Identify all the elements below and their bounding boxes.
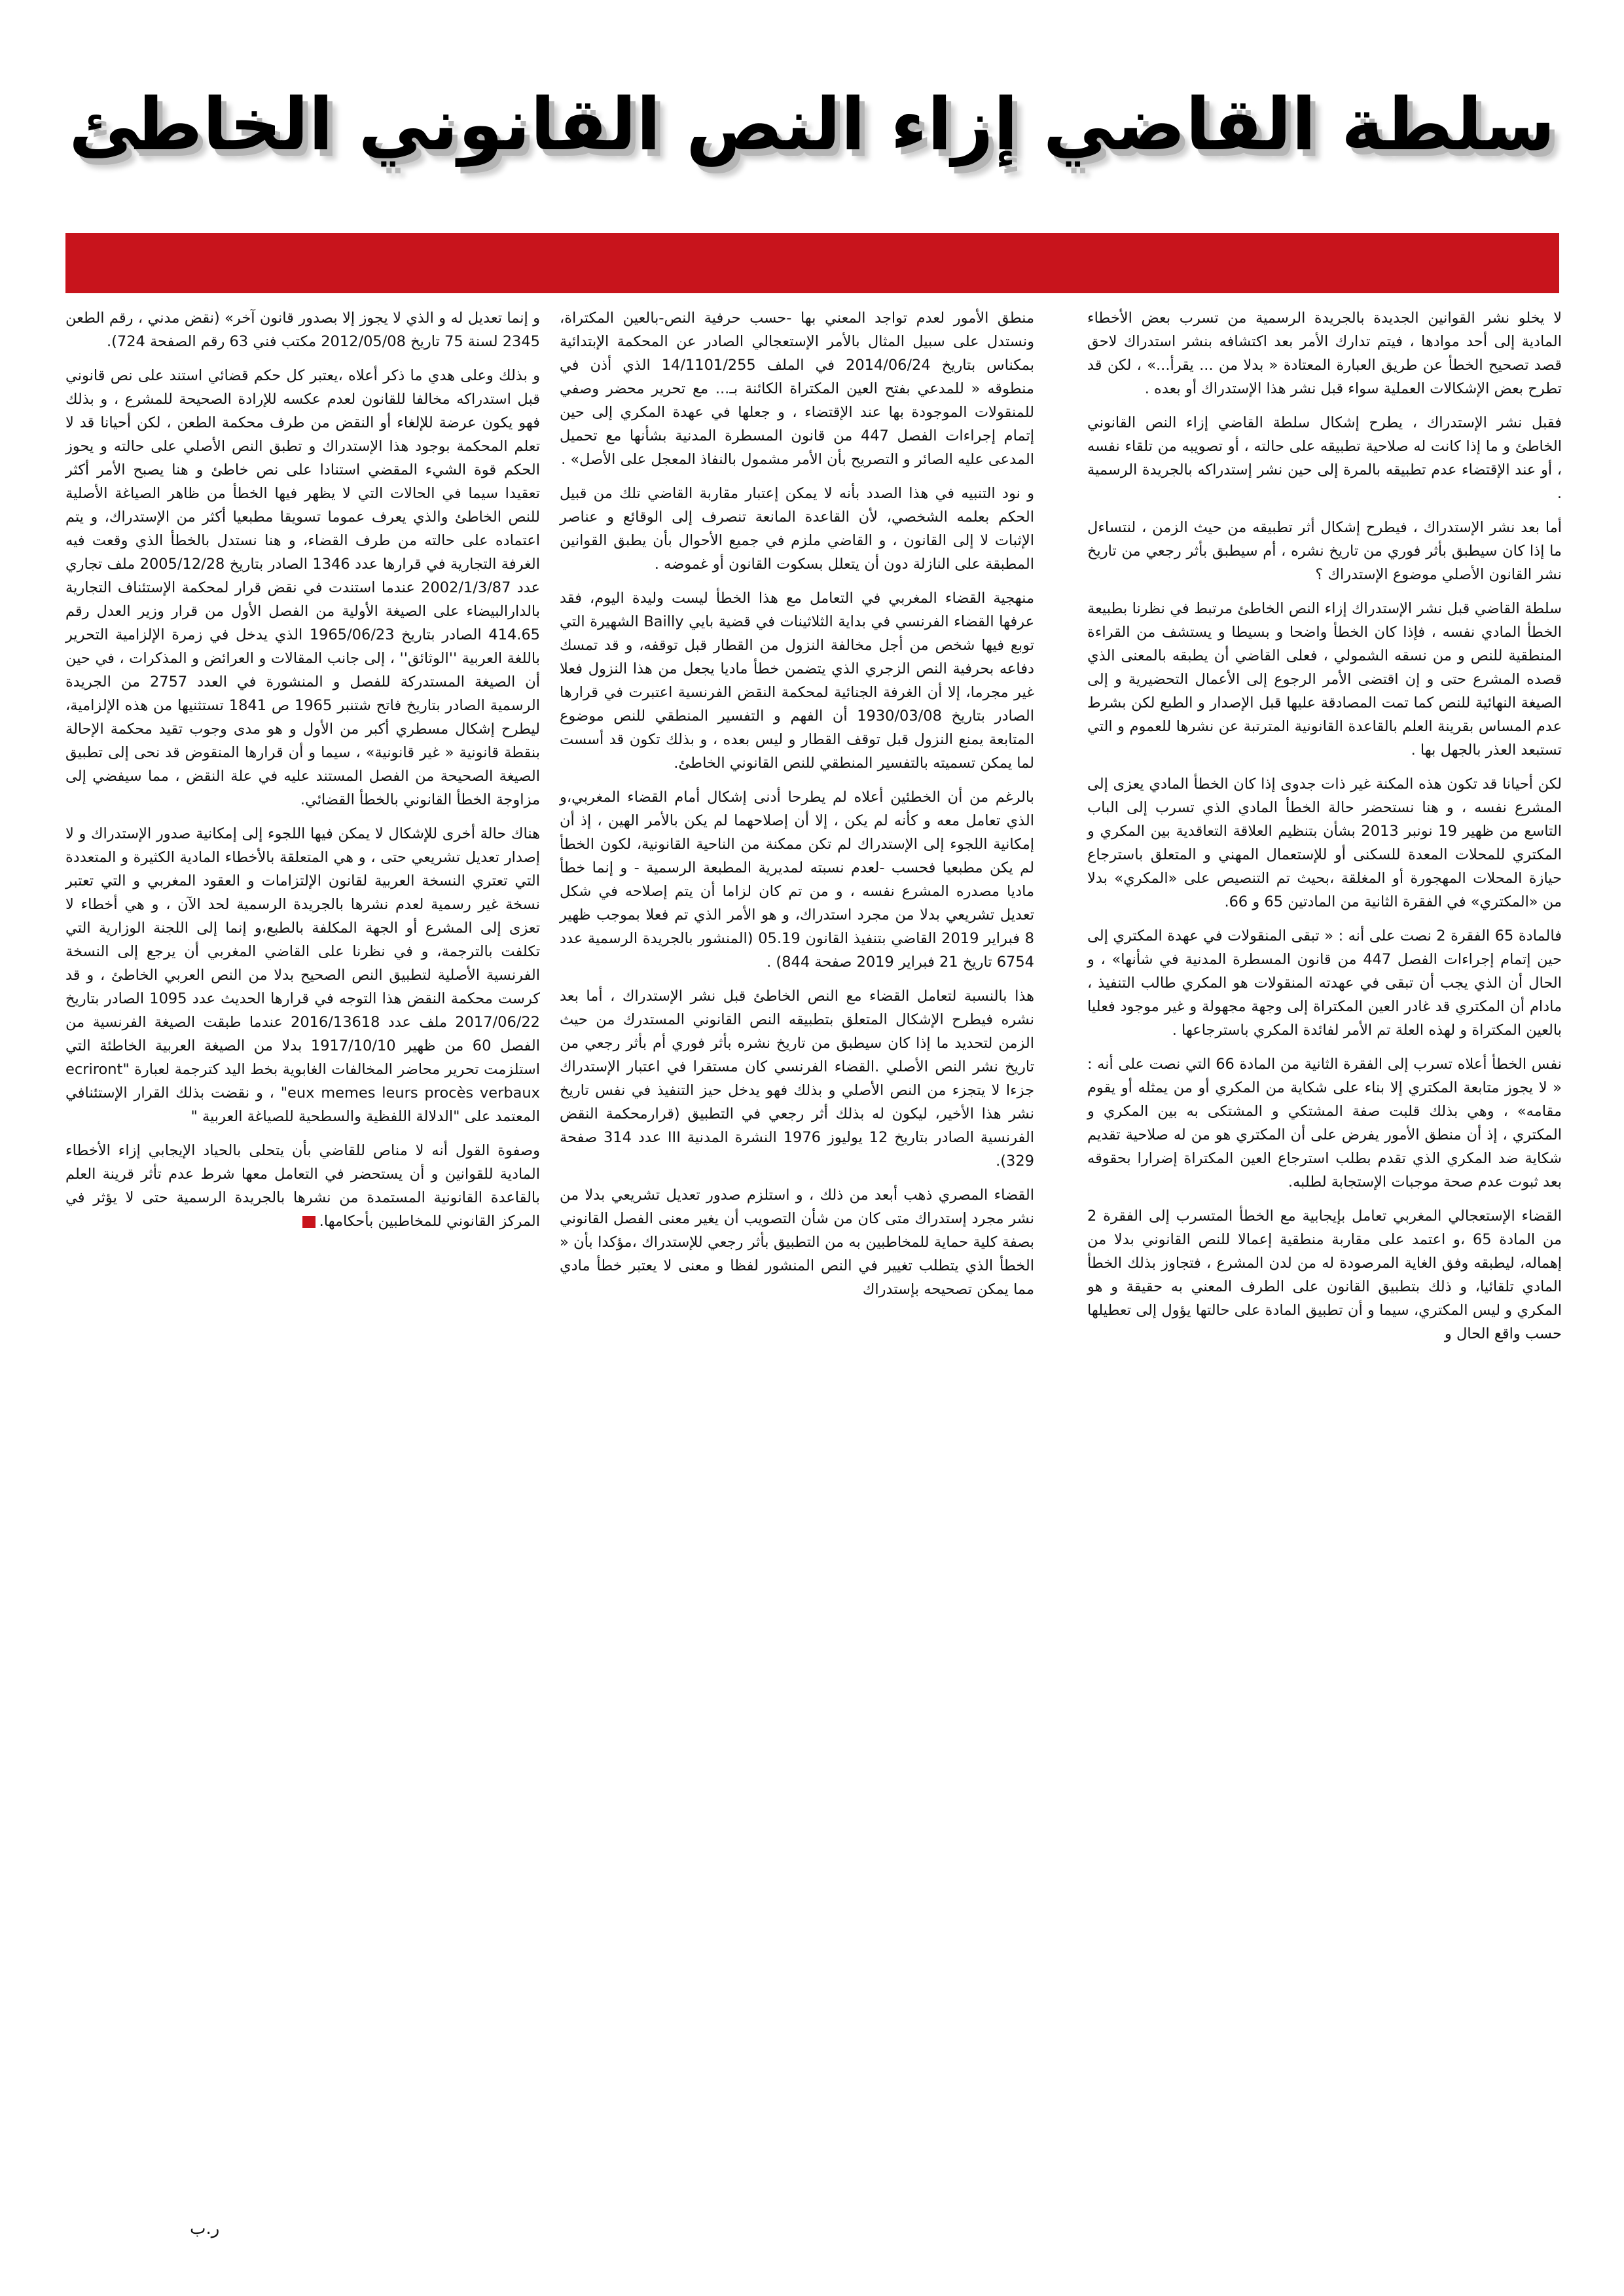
paragraph: هذا بالنسبة لتعامل القضاء مع النص الخاطئ قبل نشر الإستدراك ، أما بعد نشره فيطرح الإشكال المتعلق بتطبيقه النص القانوني المستدرك من حيث الزمن لتحديد ما إذا كان سيطبق من تاريخ نشره بأثر فوري أم بأثر رجعي من تاريخ نشر النص الأصلي .القضاء الفرنسي كان مستقرا في اعتبار الإستدراك جزءا لا يتجزء من النص الأصلي و بذلك فهو يدخل حيز التنفيذ في نفس تاريخ نشر هذا الأخير، ليكون له بذلك أثر رجعي في التطبيق (قرارمحكمة النقض الفرنسية الصادر بتاريخ 12 يوليوز 1976 النشرة المدنية III عدد 314 صفحة 329).: [560, 988, 1035, 1170]
author-signature: ر.ب: [190, 2219, 220, 2238]
paragraph: فقبل نشر الإستدراك ، يطرح إشكال سلطة القاضي إزاء النص القانوني الخاطئ و ما إذا كانت له صلاحية تطبيقه على حالته ، أو تصويبه من تلقاء نفسه ، أو عند الإقتضاء عدم تطبيقه بالمرة إلى حين نشر إستدراكه بالجريدة الرسمية .: [1087, 414, 1562, 502]
paragraph: بالرغم من أن الخطئين أعلاه لم يطرحا أدنى إشكال أمام القضاء المغربي،و الذي تعامل معه و كأنه لم يكن ، إلا أن إصلاحهما لم يكن بالأمر الهين ، إذ أن إمكانية اللجوء إلى الإستدراك لم تكن ممكنة من الناحية القانونية، لكون الخطأ لم يكن مطبعيا فحسب -لعدم نسبته لمديرية المطبعة الرسمية - و إنما خطأ ماديا مصدره المشرع نفسه ، و من تم كان لزاما أن يتم إصلاحه في شكل تعديل تشريعي بدلا من مجرد استدراك، و هو الأمر الذي تم فعلا بموجب ظهير 8 فبراير 2019 القاضي بتنفيذ القانون 05.19 (المنشور بالجريدة الرسمية عدد 6754 تاريخ 21 فبراير 2019 صفحة 844) .: [560, 789, 1034, 971]
paragraph: القضاء المصري ذهب أبعد من ذلك ، و استلزم صدور تعديل تشريعي بدلا من نشر مجرد إستدراك متى كان من شأن التصويب أن يغير معنى الفصل القانوني بصفة كلية حماية للمخاطبين به من التطبيق بأثر رجعي للإستدراك ،مؤكدا بأن « الخطأ الذي يتطلب تغيير في النص المنشور لفظا و معنى لا يعتبر خطأ مادي مما يمكن تصحيحه بإستدراك: [560, 1187, 1034, 1298]
headline: [65, 46, 1559, 203]
paragraph-final-text: وصفوة القول أنه لا مناص للقاضي بأن يتحلى بالحياد الإيجابي إزاء الأخطاء المادية للقوانين و أن يستحضر في التعامل معها شرط عدم تأثر قرينة العلم بالقاعدة القانونية المستمدة من نشرها بالجريدة الرسمية حتى لا يؤثر في المركز القانوني للمخاطبين بأحكامها.: [65, 1142, 540, 1230]
paragraph: نفس الخطأ أعلاه تسرب إلى الفقرة الثانية من المادة 66 التي نصت على أنه : « لا يجوز متابعة المكتري إلا بناء على شكاية من المكري أو من يمثله أو يقوم مقامه» ، وهي بذلك قلبت صفة المشتكي و المشتكى به بين المكري و المكتري ، إذ أن منطق الأمور يفرض على أن المكتري هو من له صلاحية تقديم شكاية ضد المكري الذي تقدم بطلب استرجاع العين المكتراة إضرارا بحقوقه بعد ثبوت عدم صحة موجبات الإستجابة لطلبه.: [1087, 1056, 1562, 1191]
paragraph: هناك حالة أخرى للإشكال لا يمكن فيها اللجوء إلى إمكانية صدور الإستدراك و لا إصدار تعديل تشريعي حتى ، و هي المتعلقة بالأخطاء المادية الكثيرة و المتعددة التي تعتري النسخة العربية لقانون الإلتزامات و العقود المغربي و التي تعتبر نسخة غير رسمية لعدم نشرها بالجريدة الرسمية لحد الآن ، و هي أخطاء لا تعزى إلى المشرع أو الجهة المكلفة بالطبع،و إنما إلى اللجنة الوزارية التي تكلفت بالترجمة، و في نظرنا على القاضي المغربي أن يرجع إلى النسخة الفرنسية الأصلية لتطبيق النص الصحيح بدلا من النص العربي الخاطئ ، و قد كرست محكمة النقض هذا التوجه في قرارها الحديث عدد 1095 الصادر بتاريخ 2017/06/22 ملف عدد 2016/13618 عندما طبقت الصيغة الفرنسية من الفصل 60 من ظهير 1917/10/10 بدلا من الصيغة العربية الخاطئة التي استلزمت تحرير محاضر المخالفات الغابوية بخط اليد كترجمة لعبارة "ecriront eux memes leurs procès verbaux" ، و نقضت بذلك القرار الإستئنافي المعتمد على "الدلالة اللفظية والسطحية للصياغة العربية ": [65, 825, 541, 1125]
paragraph: سلطة القاضي قبل نشر الإستدراك إزاء النص الخاطئ مرتبط في نظرنا بطبيعة الخطأ المادي نفسه ، فإذا كان الخطأ واضحا و بسيطا و يستشف من القراءة المنطقية للنص و من نسقه الشمولي ، فعلى القاضي أن يطبقه بالمعنى الذي قصده المشرع حتى و إن اقتضى الأمر الرجوع إلى الأعمال التحضيرية و إلى الصيغة النهائية للنص كما تمت المصادقة عليها قبل الإصدار و الطبع لكن بشرط عدم المساس بقرينة العلم بالقاعدة القانونية المترتبة عن نشرها للعموم و التي تستبعد العذر بالجهل بها .: [1087, 600, 1562, 759]
paragraph: أما بعد نشر الإستدراك ، فيطرح إشكال أثر تطبيقه من حيث الزمن ، لنتساءل ما إذا كان سيطبق بأثر فوري من تاريخ نشره ، أم سيطبق بأثر رجعي من تاريخ نشر القانون الأصلي موضوع الإستدراك ؟: [1087, 519, 1562, 583]
paragraph: و نود التنبيه في هذا الصدد بأنه لا يمكن إعتبار مقاربة القاضي تلك من قبيل الحكم بعلمه الشخصي، لأن القاعدة المانعة تنصرف إلى الوقائع و عناصر الإثبات لا إلى القانون ، و القاضي ملزم في جميع الأحوال بأن يطبق القوانين المطبقة على النازلة دون أن يتعلل بسكوت القانون أو غموضه .: [560, 485, 1034, 573]
column-middle: [560, 306, 1034, 1312]
paragraph: و بذلك وعلى هدي ما ذكر أعلاه ،يعتبر كل حكم قضائي استند على نص قانوني قبل استدراكه مخالفا للقانون لعدم عكسه للإرادة الصحيحة للمشرع ، و بذلك فهو يكون عرضة للإلغاء أو النقض من طرف محكمة الطعن ، لكن أحيانا قد لا تعلم المحكمة بوجود هذا الإستدراك و تطبق النص الأصلي على حالته و يحوز الحكم قوة الشيء المقضي استنادا على نص خاطئ و هنا يصبح الأمر أكثر تعقيدا سيما في الحالات التي لا يظهر فيها الخطأ من ظاهر الصياغة الأصلية للنص الخاطئ والذي يعرف عموما تسويقا مطبعيا أكثر من الإستدراك، و يتم اعتماده على حالته من طرف القضاء، و هنا نستدل بالخطأ الذي وقعت فيه الغرفة التجارية في قرارها عدد 1346 الصادر بتاريخ 2005/12/28 ملف تجاري عدد 2002/1/3/87 عندما استندت في نقض قرار لمحكمة الإستئناف التجارية بالدارالبيضاء على الصيغة الأولية من الفصل الأول من قرار وزير العدل رقم 414.65 الصادر بتاريخ 1965/06/23 الذي يدخل في زمرة الإلزامية التحرير باللغة العربية ''الوثائق'' ، إلى جانب المقالات و العرائض و المذكرات ، في حين أن الصيغة المستدركة للفصل و المنشورة في العدد 2757 من الجريدة الرسمية الصادر بتاريخ فاتح شتنبر 1965 ص 1841 تستثنيها من هذه الإلزامية، ليطرح إشكال مسطري أكبر من الأول و هو مدى وجوب تقيد محكمة الإحالة بنقطة قانونية « غير قانونية» ، سيما و أن قرارها المنقوض قد نحى إلى تطبيق الصيغة الصحيحة من الفصل المستند عليه في علة النقض ، مما سيفضي إلى مزاوجة الخطأ القانوني بالخطأ القضائي.: [65, 367, 541, 808]
paragraph: فالمادة 65 الفقرة 2 نصت على أنه : « تبقى المنقولات في عهدة المكتري إلى حين إتمام إجراءات الفصل 447 من قانون المسطرة المدنية في شأنها» ، و الحال أن الذي يجب أن تبقى في عهدته المنقولات هو المكري طالب التنفيذ ، مادام أن المكتري قد غادر العين المكتراة إلى وجهة مجهولة و غير موجود فعليا بالعين المكتراة و لهذه العلة تم الأمر لفائدة المكري باسترجاعها .: [1087, 927, 1562, 1039]
paragraph: منطق الأمور لعدم تواجد المعني بها -حسب حرفية النص-بالعين المكتراة، ونستدل على سبيل المثال بالأمر الإستعجالي الصادر عن المحكمة الإبتدائية بمكناس بتاريخ 2014/06/24 في الملف 14/1101/255 الذي أذن في منطوقه « للمدعي بفتح العين المكتراة الكائنة بـ... مع تحرير محضر وصفي للمنقولات الموجودة بها عند الإقتضاء ، و جعلها في عهدة المكري إلى حين إتمام إجراءات الفصل 447 من قانون المسطرة المدنية بشأنها مع تحميل المدعى عليه الصائر و التصريح بأن الأمر مشمول بالنفاذ المعجل على الأصل» .: [560, 310, 1034, 468]
paragraph: لكن أحيانا قد تكون هذه المكنة غير ذات جدوى إذا كان الخطأ المادي يعزى إلى المشرع نفسه ، و هنا نستحضر حالة الخطأ المادي الذي تسرب إلى الباب التاسع من ظهير 19 نونبر 2013 بشأن بتنظيم العلاقة التعاقدية بين المكري و المكتري للمحلات المعدة للسكنى أو للإستعمال المهني و المتعلق باسترجاع حيازة المحلات المهجورة أو المغلقة ،بحيث تم التنصيص على «المكري» بدلا من «المكتري» في الفقرة الثانية من المادتين 65 و 66.: [1087, 776, 1562, 910]
end-mark-icon: [302, 1216, 316, 1228]
paragraph: القضاء الإستعجالي المغربي تعامل بإيجابية مع الخطأ المتسرب إلى الفقرة 2 من المادة 65 ،و اعتمد على مقاربة منطقية إعمالا للنص القانوني بدلا من إهماله، ليطبقه وفق الغاية المرصودة له من لدن المشرع ، فتجاوز بذلك الخطأ المادي تلقائيا، و ذلك بتطبيق القانون على الطرف المعني به حقيقة و هو المكري و ليس المكتري، سيما و أن تطبيق المادة على حالتها يؤول إلى تعطيلها حسب واقع الحال و: [1087, 1208, 1562, 1342]
paragraph: منهجية القضاء المغربي في التعامل مع هذا الخطأ ليست وليدة اليوم، فقد عرفها القضاء الفرنسي في بداية الثلاثينات في قضية بايي Bailly الشهيرة التي توبع فيها شخص من أجل مخالفة النزول من القطار قبل توقفه، و قد تمسك دفاعه بحرفية النص الزجري الذي يتضمن خطأ ماديا يجعل من هذا النزول فعلا غير مجرما، إلا أن الغرفة الجنائية لمحكمة النقض الفرنسية اعتبرت في قرارها الصادر بتاريخ 1930/03/08 أن الفهم و التفسير المنطقي للنص موضوع المتابعة يمنع النزول قبل توقف القطار و ليس بعده ، و بذلك تكون قد أسست لما يمكن تسميته بالتفسير المنطقي للنص القانوني الخاطئ.: [560, 590, 1035, 772]
article-title: سلطة القاضي إزاء النص القانوني الخاطئ: [69, 82, 1555, 166]
paragraph: لا يخلو نشر القوانين الجديدة بالجريدة الرسمية من تسرب بعض الأخطاء المادية إلى أحد موادها ، فيتم تدارك الأمر بعد اكتشافه بنشر استدراك لاحق قصد تصحيح الخطأ عن طريق العبارة المعتادة « بدلا من ... يقرأ...» ، لكن قد تطرح بعض الإشكالات العملية سواء قبل نشر هذا الإستدراك أو بعده .: [1087, 310, 1562, 397]
column-left: [65, 306, 540, 1244]
column-right: [1087, 306, 1562, 1356]
paragraph-final: [65, 1139, 540, 1233]
paragraph: و إنما تعديل له و الذي لا يجوز إلا بصدور قانون آخر» (نقض مدني ، رقم الطعن 2345 لسنة 75 تاريخ 2012/05/08 مكتب فني 63 رقم الصفحة 724).: [65, 310, 540, 350]
red-banner: [65, 233, 1559, 293]
